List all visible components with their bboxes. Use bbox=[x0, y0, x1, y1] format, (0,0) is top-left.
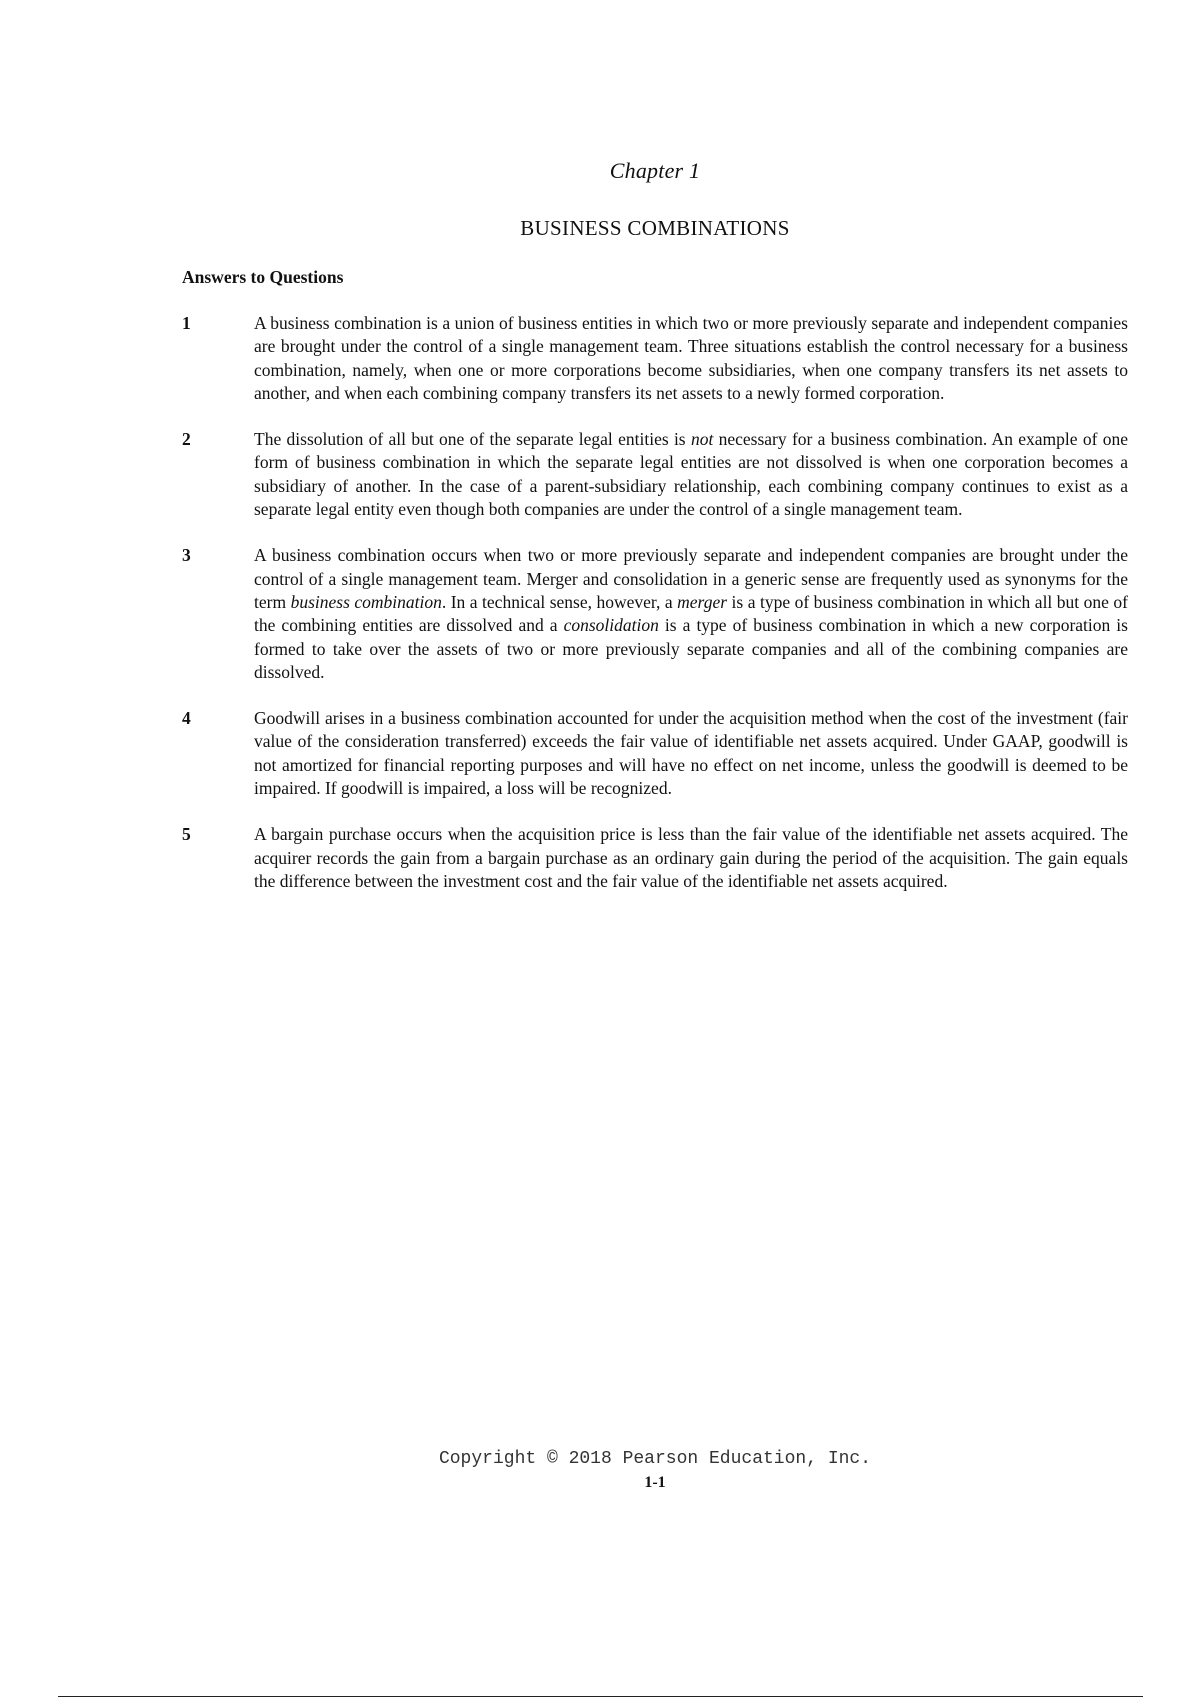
answer-number: 1 bbox=[182, 313, 191, 333]
answer-item bbox=[182, 823, 1128, 893]
answer-number: 4 bbox=[182, 708, 191, 729]
answer-item bbox=[182, 312, 1128, 405]
answer-text bbox=[254, 707, 1128, 800]
emphasized-term: not bbox=[690, 429, 714, 450]
emphasized-term: consolidation bbox=[563, 615, 659, 636]
answer-text bbox=[254, 428, 1128, 521]
answer-text-segment: The dissolution of all but one of the separate legal entities is bbox=[254, 429, 691, 450]
bottom-divider bbox=[58, 1696, 1143, 1697]
answer-number: 5 bbox=[182, 824, 191, 845]
emphasized-term: business combination bbox=[290, 591, 442, 612]
answer-text-segment: is a type of business combination in which all but one of the combining entities are dissolved and a bbox=[254, 591, 1128, 636]
emphasized-term: merger bbox=[677, 591, 728, 612]
answer-number: 2 bbox=[182, 429, 191, 450]
answer-text-segment: A business combination is a union of business entities in which two or more previously separate and independent companies are brought under the control of a single management team. Three situations establish the control necessary for a business combination, namely, when one or more corporations become subsidiaries, when one company transfers its net assets to another, and when each combining company transfers its net assets to a newly formed corporation. bbox=[254, 313, 1128, 403]
answer-text bbox=[254, 312, 1128, 405]
answer-text-segment: Goodwill arises in a business combination accounted for under the acquisition method when the cost of the investment (fair value of the consideration transferred) exceeds the fair value of identifiable net assets acquired. Under GAAP, goodwill is not amortized for financial reporting purposes and will have no effect on net income, unless the goodwill is deemed to be impaired. If goodwill is impaired, a loss will be recognized. bbox=[254, 708, 1128, 799]
answer-item bbox=[182, 544, 1128, 684]
chapter-label: Chapter 1 bbox=[609, 158, 701, 183]
answer-text bbox=[254, 544, 1128, 684]
answer-text-segment: A business combination occurs when two or more previously separate and independent companies are brought under the control of a single management team. Merger and consolidation in a generic sense are frequently used as synonyms for the term bbox=[254, 545, 1128, 612]
answer-text-segment: necessary for a business combination. An example of one form of business combination in which the separate legal entities are not dissolved is when one corporation becomes a subsidiary of another. In the case of a parent-subsidiary relationship, each combining company continues to exist as a separate legal entity even though both companies are under the control of a single management team. bbox=[254, 429, 1128, 520]
answer-text-segment: . In a technical sense, however, a bbox=[441, 591, 678, 612]
answer-text-segment: A bargain purchase occurs when the acquisition price is less than the fair value of the identifiable net assets acquired. The acquirer records the gain from a bargain purchase as an ordinary gain during the period of the acquisition. The gain equals the difference between the investment cost and the fair value of the identifiable net assets acquired. bbox=[254, 824, 1128, 891]
copyright-notice: Copyright © 2018 Pearson Education, Inc. bbox=[438, 1449, 872, 1469]
answers-list bbox=[182, 312, 1128, 916]
answer-text-segment: is a type of business combination in which a new corporation is formed to take over the assets of two or more previously separate companies and all of the combining companies are dissolved. bbox=[254, 615, 1128, 682]
answer-item bbox=[182, 707, 1128, 800]
answer-number: 3 bbox=[182, 545, 191, 566]
page-title: BUSINESS COMBINATIONS bbox=[520, 216, 790, 240]
page-number: 1-1 bbox=[644, 1474, 666, 1491]
answer-item bbox=[182, 428, 1128, 521]
section-heading: Answers to Questions bbox=[182, 267, 344, 287]
answer-text bbox=[254, 823, 1128, 893]
